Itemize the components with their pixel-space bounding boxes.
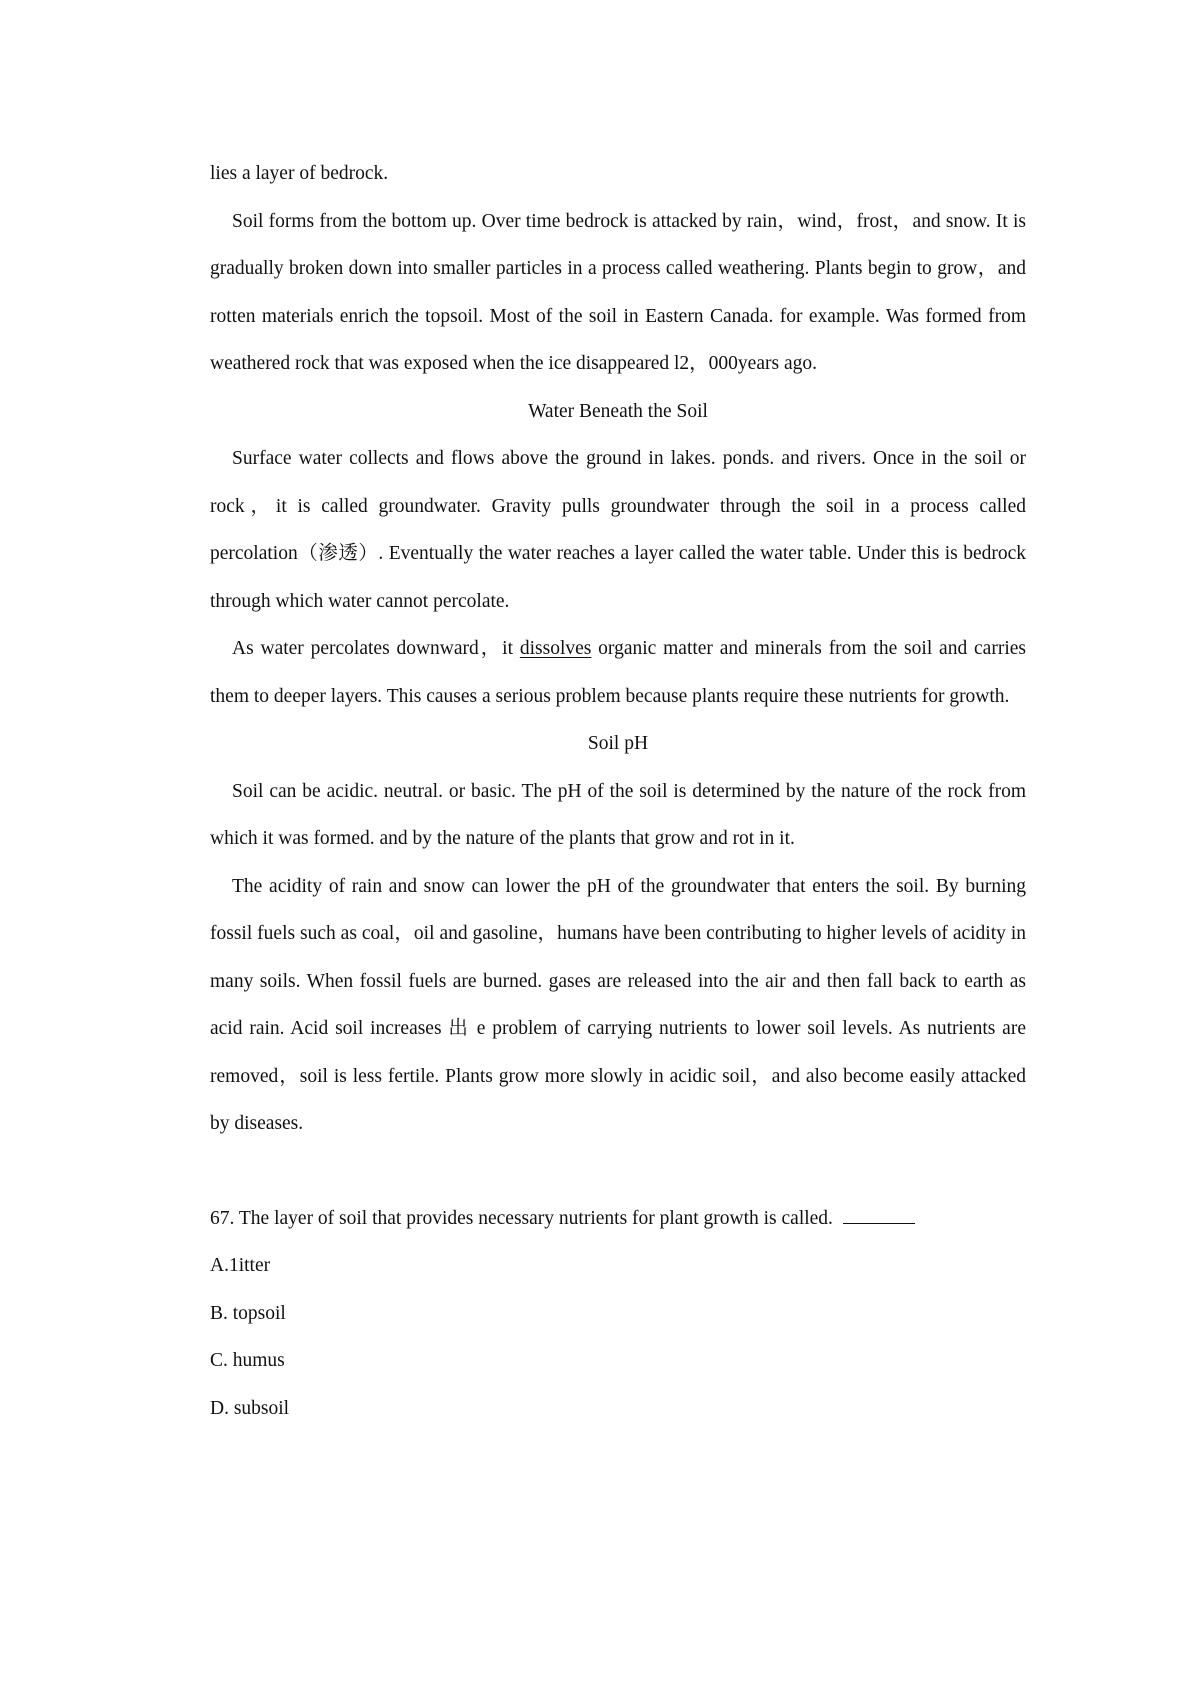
option-c: C. humus: [210, 1350, 285, 1371]
passage-paragraph-soil-ph: Soil can be acidic. neutral. or basic. The pH of the soil is determined by the nature of the rock from which it was formed. and by the nature of the plants that grow and rot in it.: [210, 780, 1026, 849]
question-block: [210, 1195, 1026, 1433]
option-b: B. topsoil: [210, 1302, 286, 1324]
answer-blank: [843, 1205, 915, 1224]
passage-paragraph-groundwater: Surface water collects and flows above the ground in lakes. ponds. and rivers. Once in the soil or rock，it is called groundwater. Gravity pulls groundwater through the soil in a process called percolation（渗透）. Eventually the water reaches a layer called the water table. Under this is bedrock through which water cannot percolate.: [210, 448, 1026, 612]
document-page: [210, 150, 1026, 1432]
passage-paragraph-continued: lies a layer of bedrock.: [210, 163, 389, 184]
passage-paragraph-soil-formation: Soil forms from the bottom up. Over time bedrock is attacked by rain，wind，frost，and snow. It is gradually broken down into smaller particles in a process called weathering. Plants begin to grow，and rotten materials enrich the topsoil. Most of the soil in Eastern Canada. for example. Was formed from weathered rock that was exposed when the ice disappeared l2，000years ago.: [210, 210, 1026, 374]
percolation-text-after: organic matter and minerals from the soil and carries them to deeper layers. This causes a serious problem because plants require these nutrients for growth.: [210, 638, 1026, 707]
question-text: 67. The layer of soil that provides necessary nutrients for plant growth is called.: [210, 1207, 833, 1229]
section-heading-water: Water Beneath the Soil: [528, 400, 708, 422]
section-heading-soil-ph: Soil pH: [587, 733, 649, 754]
option-d: D. subsoil: [210, 1397, 290, 1419]
percolation-text-before: As water percolates downward，it: [232, 638, 520, 659]
underlined-word-dissolves: dissolves: [519, 638, 592, 659]
passage-paragraph-percolation: [210, 625, 1026, 720]
question-stem: [210, 1195, 1026, 1243]
option-a: A.1itter: [210, 1255, 271, 1276]
passage-paragraph-acid-rain: The acidity of rain and snow can lower the pH of the groundwater that enters the soil. By burning fossil fuels such as coal，oil and gasoline，humans have been contributing to higher levels of acidity in many soils. When fossil fuels are burned. gases are released into the air and then fall back to earth as acid rain. Acid soil increases 出 e problem of carrying nutrients to lower soil levels. As nutrients are removed，soil is less fertile. Plants grow more slowly in acidic soil，and also become easily attacked by diseases.: [210, 875, 1026, 1134]
